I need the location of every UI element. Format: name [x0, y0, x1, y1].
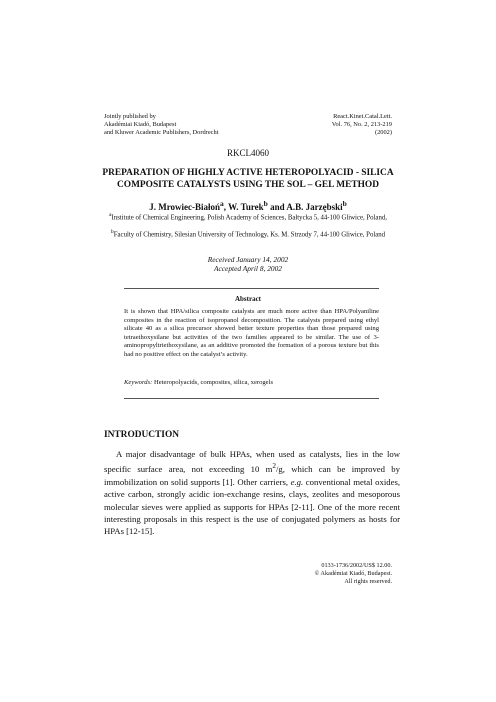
abstract-heading: Abstract — [234, 295, 262, 303]
section-heading-introduction: INTRODUCTION — [104, 430, 180, 440]
abstract-body — [124, 308, 379, 359]
affiliation — [100, 228, 396, 240]
copyright-line: © Akadémiai Kiadó, Budapest. — [314, 570, 392, 577]
intro-superscript: 2 — [272, 462, 277, 471]
copyright-notice — [242, 562, 392, 586]
paper-title — [80, 168, 416, 191]
copyright-line: 0133-1736/2002/US$ 12.00. — [321, 562, 392, 569]
title-line: COMPOSITE CATALYSTS USING THE SOL – GEL METHOD — [117, 179, 379, 190]
intro-text: A major disadvantage of bulk HPAs, when used as catalysts, lies in the low specific surface area, not exceeding 10 m — [104, 449, 400, 475]
submission-dates — [0, 255, 496, 274]
abstract-text: It is shown that HPA/silica composite catalysts are much more active than HPA/Polyaniline composites in the reaction of isopropanol decomposition. The catalysts prepared using ethyl silicate 40 as a silica precursor showed better texture properties than those prepared using tetraethoxysilane but activities of the two families appeared to be similar. The use of 3-aminopropyltriethoxysilane, as an additive promoted the formation of a porous texture but this had no positive effect on the catalyst’s activity. — [124, 308, 379, 358]
intro-italic: e.g. — [290, 476, 304, 487]
intro-text: /g, which can be improved by immobilization on solid supports [1]. Other carriers, — [104, 464, 400, 487]
author-superscript: b — [342, 199, 347, 208]
journal-line: (2002) — [374, 129, 392, 137]
author-superscript: a — [220, 199, 224, 208]
affiliation-text: Faculty of Chemistry, Silesian University of Technology, Ks. M. Strzody 7, 44-100 Gliwice, Poland — [113, 231, 386, 239]
publisher-line: and Kluwer Academic Publishers, Dordrecht — [104, 129, 219, 137]
publisher-line: Jointly published by — [104, 113, 156, 120]
journal-line: React.Kinet.Catal.Lett. — [333, 113, 392, 120]
copyright-line: All rights reserved. — [344, 578, 392, 585]
author-name: and A.B. Jarzębski — [267, 202, 343, 212]
journal-reference — [242, 113, 392, 138]
keywords-text: Heteropolyacids, composites, silica, xerogels — [153, 379, 274, 386]
journal-line: Vol. 76, No. 2, 213-219 — [331, 121, 392, 129]
title-line: PREPARATION OF HIGHLY ACTIVE HETEROPOLYACID - SILICA — [102, 168, 394, 178]
keywords — [124, 379, 379, 386]
author-superscript: b — [263, 199, 268, 208]
received-date: Received January 14, 2002 — [207, 255, 289, 264]
paper-code: RKCL4060 — [226, 148, 269, 158]
abstract-top-rule — [124, 288, 379, 289]
abstract-bottom-rule — [124, 398, 379, 399]
author-name: J. Mrowiec-Białoń — [149, 202, 221, 212]
affiliation-text: Institute of Chemical Engineering, Polish Academy of Sciences, Bałtycka 5, 44-100 Gliwice, Poland, — [111, 214, 387, 222]
author-name: , W. Turek — [223, 202, 264, 212]
intro-text: conventional metal oxides, active carbon, strongly acidic ion-exchange resins, clays, zeolites and mesoporous molecular sieves were applied as supports for HPAs [2-11]. One of the more recent interesting proposals in this respect is the use of conjugated polymers as hosts for HPAs [12-15]. — [104, 476, 400, 537]
affiliation — [100, 211, 396, 223]
introduction-paragraph — [104, 448, 400, 538]
accepted-date: Accepted April 8, 2002 — [213, 264, 282, 274]
keywords-label: Keywords: — [124, 379, 153, 386]
affiliation-superscript: a — [109, 212, 112, 218]
introduction-body — [104, 448, 400, 538]
publisher-line: Akadémiai Kiadó, Budapest — [104, 121, 177, 129]
affiliation-superscript: b — [110, 229, 114, 235]
